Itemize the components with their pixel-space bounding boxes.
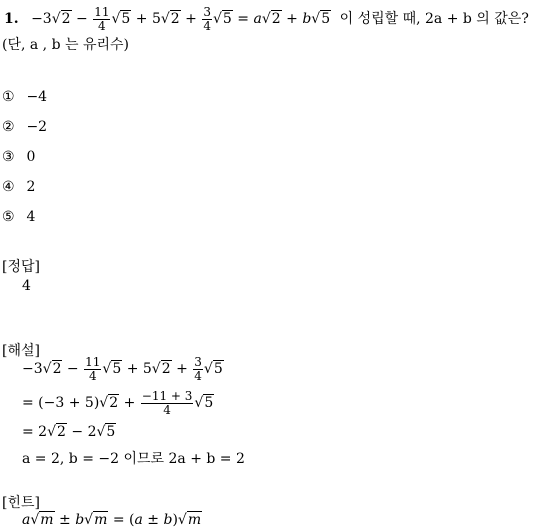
explanation-line-2: = (−3 + 5)√2 + $\frac{-11 + 3}{4}$ √5	[22, 389, 214, 417]
question-number: 1.	[4, 11, 19, 28]
choice-1[interactable]	[2, 89, 47, 105]
explanation-line-4: a = 2, b = −2 이므로 2a + b = 2	[22, 451, 245, 467]
choice-5[interactable]	[2, 209, 35, 225]
question-text: 이 성립할 때, 2a + b 의 값은?	[339, 11, 529, 28]
choice-4-value: 2	[26, 179, 36, 195]
choice-1-value: −4	[26, 89, 48, 105]
choice-3-mark: ③	[2, 149, 15, 165]
choice-2[interactable]	[2, 119, 47, 135]
choice-1-mark: ①	[2, 89, 15, 105]
answer-value: 4	[22, 278, 31, 294]
choice-4-mark: ④	[2, 179, 15, 195]
question-condition: (단, a , b 는 유리수)	[2, 37, 130, 53]
choice-5-mark: ⑤	[2, 209, 15, 225]
choice-4[interactable]	[2, 179, 35, 195]
question-equation: −3√2 − $\frac{11}{4}$ √5 + 5√2 + $\frac{3}{4}$ √5 = a√2 + b√5	[31, 5, 331, 33]
choice-2-mark: ②	[2, 119, 15, 135]
hint-label: [힌트]	[2, 495, 40, 511]
choice-2-value: −2	[26, 119, 48, 135]
question-line	[4, 6, 529, 32]
choice-3-value: 0	[26, 149, 36, 165]
choice-3[interactable]	[2, 149, 35, 165]
explanation-line-3: = 2√2 − 2√5	[22, 424, 116, 440]
answer-label: [정답]	[2, 259, 40, 275]
explanation-label: [해설]	[2, 343, 40, 359]
hint-formula: a√m ± b√m = (a ± b)√m	[22, 512, 202, 528]
explanation-line-1: −3√2 − $\frac{11}{4}$ √5 + 5√2 + $\frac{3}{4}$ √5	[22, 355, 223, 383]
choice-5-value: 4	[26, 209, 36, 225]
